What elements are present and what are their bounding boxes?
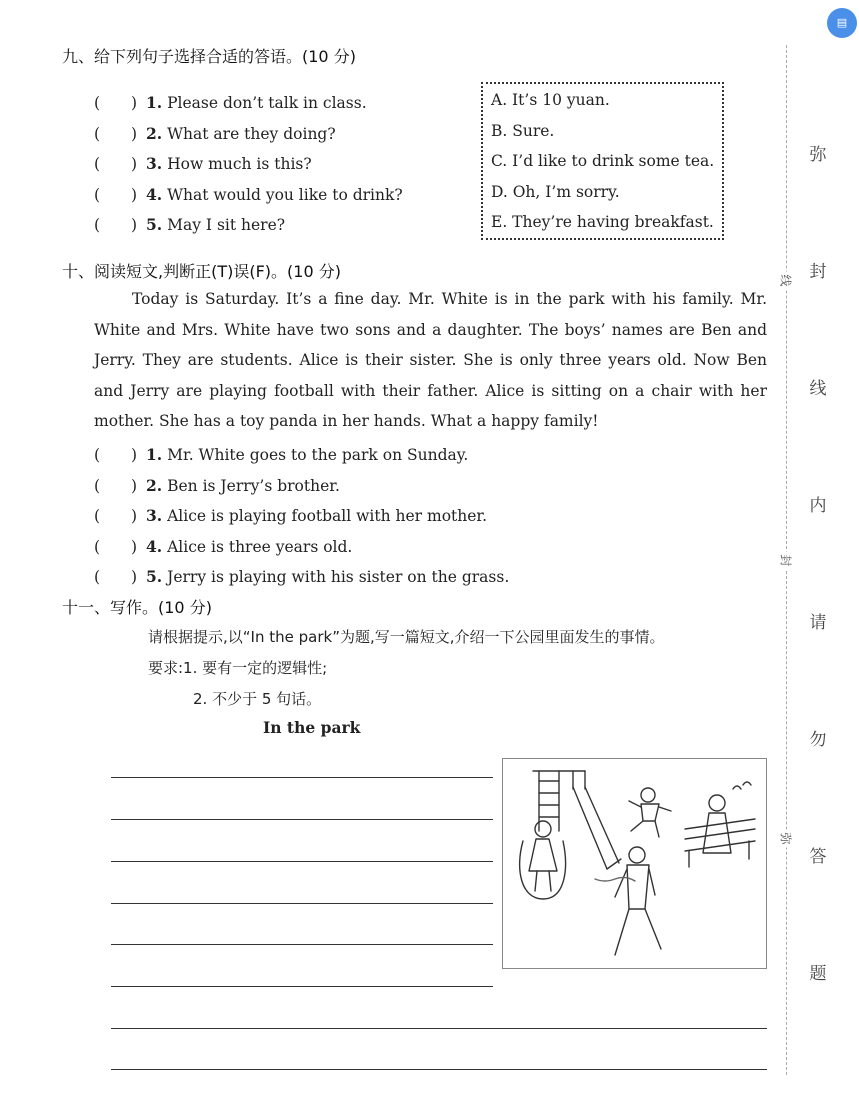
writing-requirement-2: 2. 不少于 5 句话。 [193, 690, 322, 708]
writing-instruction: 请根据提示,以“In the park”为题,写一篇短文,介绍一下公园里面发生的事情。 [148, 628, 665, 646]
writing-line[interactable] [111, 986, 493, 987]
sidebar-char-8: 题 [809, 964, 827, 984]
writing-line[interactable] [111, 944, 493, 945]
sidebar-char-3: 线 [809, 379, 827, 399]
section10-statement-5: ( ) 5. Jerry is playing with his sister on the grass. [94, 567, 510, 586]
section9-question-1: ( ) 1. Please don’t talk in class. [94, 93, 367, 112]
separator-char-feng: 封 [778, 552, 795, 570]
girl-with-rope-drawing [520, 821, 566, 899]
section10-statement-1: ( ) 1. Mr. White goes to the park on Sunday. [94, 445, 469, 464]
section10-heading: 十、阅读短文,判断正(T)误(F)。(10 分) [62, 262, 341, 281]
corner-app-icon[interactable]: ▤ [827, 8, 857, 38]
section9-question-5: ( ) 5. May I sit here? [94, 215, 286, 234]
sidebar-char-6: 勿 [809, 730, 827, 750]
section10-statement-4: ( ) 4. Alice is three years old. [94, 537, 353, 556]
writing-line[interactable] [111, 777, 493, 778]
sidebar-char-7: 答 [809, 847, 827, 867]
answer-option-e: E. They’re having breakfast. [491, 213, 714, 231]
writing-requirement-1: 要求:1. 要有一定的逻辑性; [148, 659, 328, 677]
section9-question-2: ( ) 2. What are they doing? [94, 124, 336, 143]
sidebar-char-5: 请 [809, 613, 827, 633]
section9-question-4: ( ) 4. What would you like to drink? [94, 185, 403, 204]
answer-option-a: A. It’s 10 yuan. [491, 91, 610, 109]
slide-drawing [533, 771, 621, 869]
separator-char-xian: 线 [778, 272, 795, 290]
answer-option-d: D. Oh, I’m sorry. [491, 183, 620, 201]
sidebar-char-2: 封 [809, 262, 827, 282]
park-illustration [502, 758, 767, 969]
writing-title: In the park [263, 718, 361, 737]
park-scene-drawing [503, 759, 766, 968]
writing-line[interactable] [111, 1028, 767, 1029]
running-boy-drawing [629, 788, 671, 837]
writing-line[interactable] [111, 819, 493, 820]
reading-passage: Today is Saturday. It’s a fine day. Mr. White is in the park with his family. Mr. White and Mrs. White have two sons and a daughter. The boys’ names are Ben and Jerry. They are students. Alice is their sister. She is only three years old. Now Ben and Jerry are playing football with their father. Alice is sitting on a chair with her mother. She has a toy panda in her hands. What a happy family! [94, 290, 767, 430]
answer-option-b: B. Sure. [491, 122, 555, 140]
answer-option-c: C. I’d like to drink some tea. [491, 152, 715, 170]
woman-on-bench-drawing [685, 782, 755, 867]
writing-line[interactable] [111, 1069, 767, 1070]
separator-char-mi: 弥 [778, 830, 795, 848]
sidebar-char-1: 弥 [809, 145, 827, 165]
section9-heading: 九、给下列句子选择合适的答语。(10 分) [62, 47, 356, 66]
sidebar-char-4: 内 [809, 496, 827, 516]
section11-heading: 十一、写作。(10 分) [62, 598, 212, 617]
section9-question-3: ( ) 3. How much is this? [94, 154, 312, 173]
walking-man-drawing [615, 847, 661, 955]
section10-statement-3: ( ) 3. Alice is playing football with her mother. [94, 506, 488, 525]
writing-line[interactable] [111, 861, 493, 862]
section10-statement-2: ( ) 2. Ben is Jerry’s brother. [94, 476, 340, 495]
writing-line[interactable] [111, 903, 493, 904]
